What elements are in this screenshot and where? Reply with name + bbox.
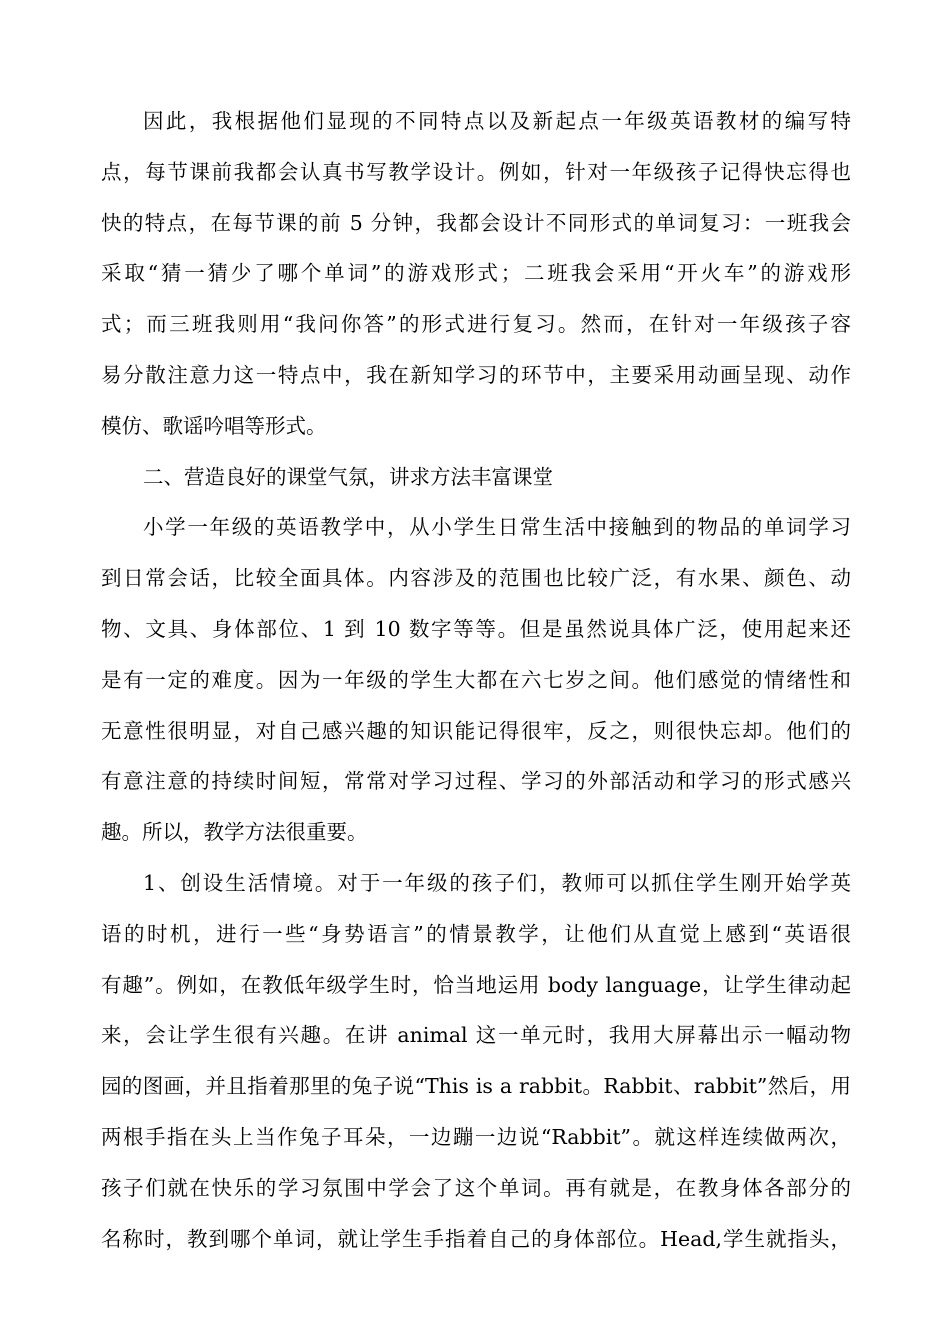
text-line-4: 采取“猜一猜少了哪个单词”的游戏形式；二班我会采用“开火车”的游戏形 — [101, 261, 851, 286]
section-heading: 二、营造良好的课堂气氛，讲求方法丰富课堂 — [143, 464, 553, 489]
text-line-11: 物、文具、身体部位、1 到 10 数字等等。但是虽然说具体广泛，使用起来还 — [101, 616, 851, 641]
text-line-19: 来，会让学生很有兴趣。在讲 animal 这一单元时，我用大屏幕出示一幅动物 — [101, 1023, 851, 1048]
text-line-20: 园的图画，并且指着那里的兔子说“This is a rabbit。Rabbit、rabbit”然后，用 — [101, 1074, 851, 1099]
text-line-10: 到日常会话，比较全面具体。内容涉及的范围也比较广泛，有水果、颜色、动 — [101, 566, 851, 591]
document-page — [101, 96, 851, 1264]
text-line-23: 名称时，教到哪个单词，就让学生手指着自己的身体部位。Head,学生就指头， — [101, 1226, 851, 1251]
text-line-14: 有意注意的持续时间短，常常对学习过程、学习的外部活动和学习的形式感兴 — [101, 769, 851, 794]
text-line-2: 点，每节课前我都会认真书写教学设计。例如，针对一年级孩子记得快忘得也 — [101, 159, 851, 184]
text-line-16: 1、创设生活情境。对于一年级的孩子们，教师可以抓住学生刚开始学英 — [143, 870, 851, 895]
text-line-3: 快的特点，在每节课的前 5 分钟，我都会设计不同形式的单词复习：一班我会 — [101, 210, 851, 235]
text-line-6: 易分散注意力这一特点中，我在新知学习的环节中，主要采用动画呈现、动作 — [101, 362, 851, 387]
text-line-17: 语的时机，进行一些“身势语言”的情景教学，让他们从直觉上感到“英语很 — [101, 921, 851, 946]
text-line-12: 是有一定的难度。因为一年级的学生大都在六七岁之间。他们感觉的情绪性和 — [101, 667, 851, 692]
text-line-18: 有趣”。例如，在教低年级学生时，恰当地运用 body language，让学生律动起 — [101, 972, 851, 997]
text-line-7: 模仿、歌谣吟唱等形式。 — [101, 413, 327, 438]
text-line-22: 孩子们就在快乐的学习氛围中学会了这个单词。再有就是，在教身体各部分的 — [101, 1175, 851, 1200]
text-line-13: 无意性很明显，对自己感兴趣的知识能记得很牢，反之，则很快忘却。他们的 — [101, 718, 851, 743]
text-line-1: 因此，我根据他们显现的不同特点以及新起点一年级英语教材的编写特 — [143, 109, 851, 133]
text-line-15: 趣。所以，教学方法很重要。 — [101, 820, 368, 845]
text-line-9: 小学一年级的英语教学中，从小学生日常生活中接触到的物品的单词学习 — [143, 515, 851, 540]
text-line-21: 两根手指在头上当作兔子耳朵，一边蹦一边说“Rabbit”。就这样连续做两次， — [101, 1124, 851, 1149]
text-line-5: 式；而三班我则用“我问你答”的形式进行复习。然而，在针对一年级孩子容 — [101, 312, 851, 337]
